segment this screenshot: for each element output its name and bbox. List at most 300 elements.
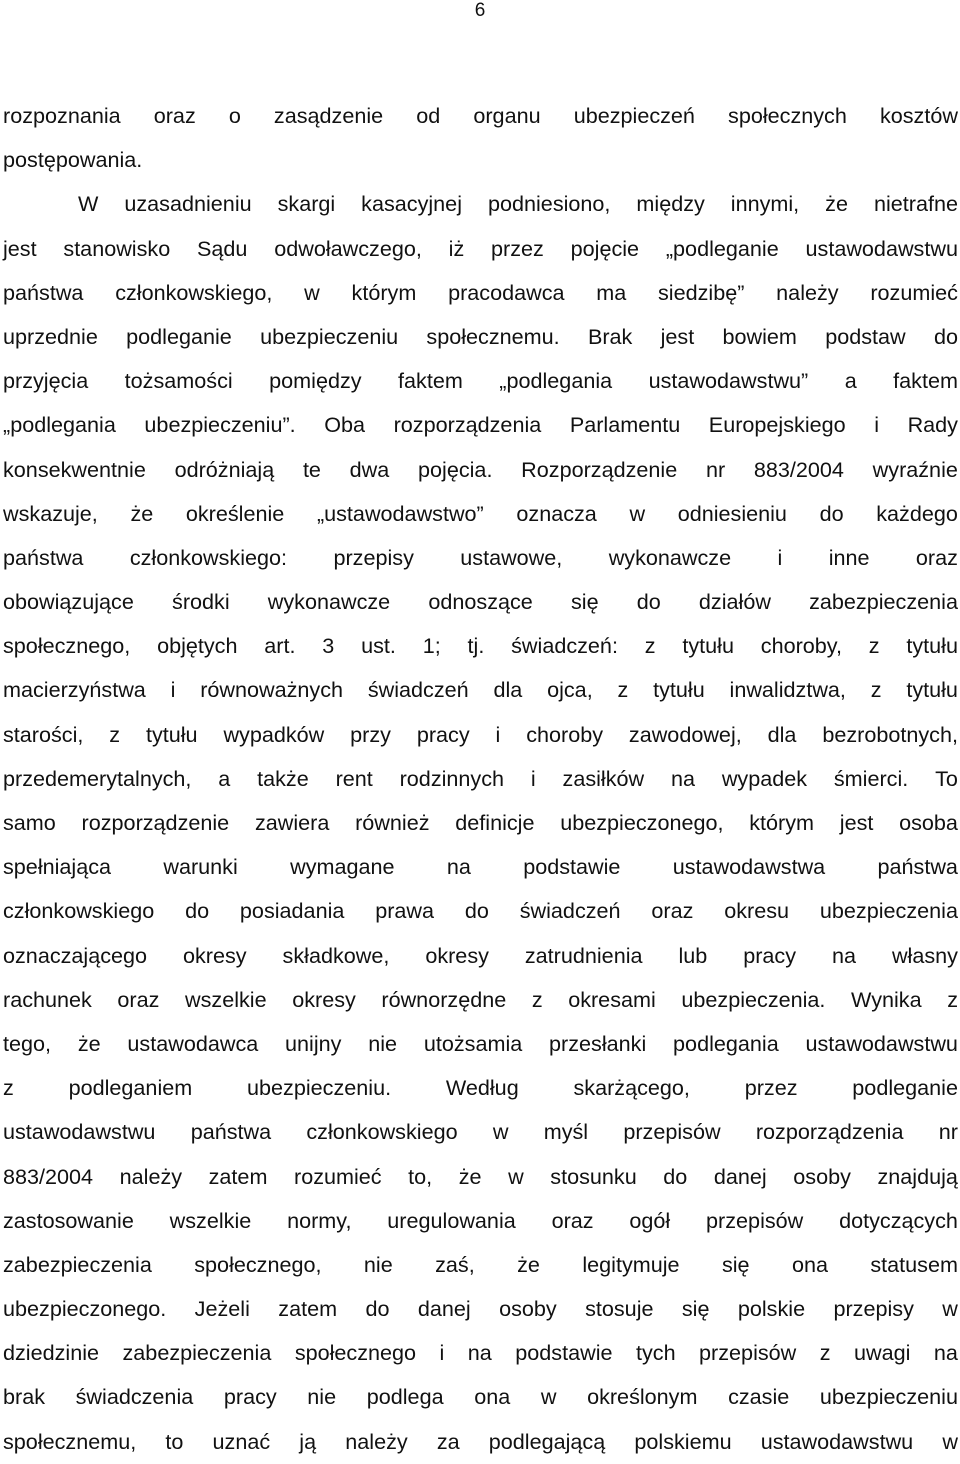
text-word: uznać <box>212 1428 271 1454</box>
text-word: społecznego <box>294 1340 417 1366</box>
text-word: każdego <box>876 500 958 526</box>
document-body <box>3 94 958 1464</box>
text-word: uwagi <box>853 1340 911 1366</box>
text-word: w <box>942 1296 958 1322</box>
text-word: członkowskiego, <box>115 279 273 305</box>
text-word: w <box>540 1384 557 1410</box>
text-word: 883/2004 <box>753 456 844 482</box>
text-word: polskiemu <box>634 1428 732 1454</box>
text-word: nr <box>938 1119 958 1145</box>
text-word: ubezpieczeniu. <box>247 1075 392 1101</box>
text-word: i <box>439 1340 445 1366</box>
text-word: członkowskiego: <box>129 544 288 570</box>
text-word: świadczeń: <box>511 633 618 659</box>
text-word: ustawodawstwu” <box>648 368 809 394</box>
text-word: posiadania <box>239 898 345 924</box>
text-word: świadczeń <box>519 898 621 924</box>
text-word: tytułu <box>145 721 198 747</box>
text-word: że <box>130 500 154 526</box>
text-word: i <box>874 412 880 438</box>
text-word: świadczenia <box>75 1384 194 1410</box>
text-word: uregulowania <box>387 1207 516 1233</box>
text-line <box>3 845 958 889</box>
text-word: środki <box>172 589 230 615</box>
text-word: W <box>78 191 99 217</box>
text-word: za <box>436 1428 460 1454</box>
text-word: jest <box>839 810 874 835</box>
text-word: Rady <box>907 412 958 438</box>
text-word: społecznemu. <box>426 323 560 349</box>
text-word: tj. <box>467 633 485 659</box>
text-word: siedzibę” <box>658 279 745 305</box>
text-line <box>3 934 958 978</box>
text-word: zasądzenie <box>273 103 384 128</box>
text-word: podniesiono, <box>487 191 611 217</box>
text-word: odwoławczego, <box>274 235 422 261</box>
text-word: okresy <box>183 942 247 968</box>
text-word: odniesieniu <box>677 500 787 526</box>
text-word: okresy <box>292 986 356 1012</box>
text-word: podleganie <box>126 323 232 349</box>
text-word: równorzędne <box>381 986 507 1012</box>
text-word: okresu <box>724 898 790 924</box>
text-line <box>3 492 958 536</box>
text-word: inne <box>828 544 870 570</box>
text-word: pojęcia. <box>418 456 493 482</box>
text-word: wymagane <box>290 854 395 880</box>
text-word: uprzednie <box>3 323 98 349</box>
text-word: osoby <box>793 1163 851 1189</box>
text-word: pracy <box>223 1384 277 1410</box>
text-word: państwa <box>877 854 958 880</box>
text-word: to <box>165 1428 184 1454</box>
text-line <box>3 757 958 801</box>
text-word: pracodawca <box>448 279 565 305</box>
text-word: zatem <box>278 1296 338 1322</box>
text-word: ustawodawstwu <box>805 235 958 261</box>
text-line <box>3 403 958 447</box>
text-word: się <box>721 1251 750 1277</box>
text-word: do <box>636 589 661 615</box>
text-word: z <box>870 677 882 703</box>
text-word: dwa <box>349 456 390 482</box>
text-word: macierzyństwa <box>3 677 146 703</box>
text-word: określenie <box>185 500 285 526</box>
text-word: choroby, <box>760 633 842 659</box>
text-word: art. <box>264 633 296 659</box>
text-word: czasie <box>728 1384 790 1410</box>
text-word: przepisy <box>833 1296 914 1322</box>
text-word: ma <box>596 279 627 305</box>
text-word: oraz <box>551 1207 594 1233</box>
text-word: spełniająca <box>3 854 112 880</box>
text-word: i <box>170 677 176 703</box>
text-word: obowiązujące <box>3 589 134 615</box>
text-word: 883/2004 <box>3 1163 94 1189</box>
text-word: do <box>663 1163 688 1189</box>
text-word: uzasadnieniu <box>124 191 252 217</box>
text-word: z <box>531 986 543 1012</box>
text-word: odnoszące <box>428 589 533 615</box>
text-word: Parlamentu <box>569 412 681 438</box>
text-line <box>3 1066 958 1110</box>
text-word: społecznych <box>728 103 847 128</box>
text-line <box>3 580 958 624</box>
text-word: dotyczących <box>839 1207 958 1233</box>
text-word: państwa <box>3 279 84 305</box>
text-word: bezrobotnych, <box>822 721 958 747</box>
text-word: faktem <box>398 368 463 394</box>
text-word: ustawodawstwu <box>760 1428 914 1454</box>
text-word: społecznego, <box>194 1251 322 1277</box>
text-word: okresami <box>568 986 656 1012</box>
text-word: faktem <box>893 368 958 394</box>
text-word: normy, <box>287 1207 352 1233</box>
text-word: którym <box>351 279 417 305</box>
text-word: rozporządzenie <box>81 810 230 835</box>
text-line <box>3 801 958 845</box>
text-word: przepisów <box>699 1340 797 1366</box>
text-word: z <box>617 677 629 703</box>
text-word: w <box>629 500 646 526</box>
text-word: należy <box>119 1163 183 1189</box>
text-word: zastosowanie <box>3 1207 134 1233</box>
text-word: zabezpieczenia <box>122 1340 272 1366</box>
text-word: statusem <box>870 1251 958 1277</box>
text-word: dla <box>493 677 523 703</box>
text-word: i <box>777 544 783 570</box>
text-word: między <box>636 191 705 217</box>
text-word: Wynika <box>851 986 922 1012</box>
text-word: podlegania <box>673 1030 779 1056</box>
text-word: znajdują <box>877 1163 958 1189</box>
text-word: którym <box>749 810 815 835</box>
text-word: i <box>530 765 536 791</box>
text-word: się <box>570 589 599 615</box>
text-line <box>3 536 958 580</box>
text-word: tego, <box>3 1030 52 1056</box>
text-word: kasacyjnej <box>361 191 462 217</box>
text-word: na <box>670 765 695 791</box>
text-word: z <box>868 633 880 659</box>
text-word: podstaw <box>825 323 906 349</box>
text-word: że <box>458 1163 482 1189</box>
text-word: danej <box>713 1163 767 1189</box>
text-word: na <box>933 1340 958 1366</box>
text-word: „podlegania <box>3 412 116 438</box>
text-word: tożsamości <box>124 368 233 394</box>
page-number: 6 <box>474 0 486 21</box>
text-word: państwa <box>190 1119 272 1145</box>
text-word: podstawie <box>515 1340 613 1366</box>
text-word: przepisy <box>333 544 414 570</box>
text-word: oznaczającego <box>3 942 148 968</box>
text-word: stosuje <box>585 1296 654 1322</box>
text-word: stosunku <box>550 1163 637 1189</box>
text-word: w <box>942 1428 958 1454</box>
text-word: jest <box>660 323 695 349</box>
text-word: z <box>819 1340 831 1366</box>
text-word: „ustawodawstwo” <box>316 500 484 526</box>
text-word: ustawodawca <box>127 1030 259 1056</box>
text-word: rozporządzenia <box>755 1119 904 1145</box>
text-word: przepisów <box>623 1119 721 1145</box>
text-word: ust. <box>361 633 396 659</box>
text-word: 3 <box>322 633 335 659</box>
text-word: działów <box>698 589 771 615</box>
text-word: kosztów <box>879 103 958 128</box>
text-word: oraz <box>651 898 694 924</box>
text-word: rachunek <box>3 986 92 1012</box>
text-word: również <box>355 810 430 835</box>
text-word: się <box>681 1296 710 1322</box>
text-line <box>3 1331 958 1375</box>
text-word: ona <box>474 1384 511 1410</box>
text-word: brak <box>3 1384 46 1410</box>
text-word: ubezpieczeniu”. <box>144 412 296 438</box>
text-word: osoba <box>899 810 958 835</box>
text-word: z <box>644 633 656 659</box>
text-line <box>3 315 958 359</box>
text-line <box>3 1155 958 1199</box>
text-word: i <box>495 721 501 747</box>
text-word: utożsamia <box>423 1030 523 1056</box>
text-word: „podlegania <box>499 368 613 394</box>
text-word: z <box>947 986 958 1012</box>
text-word: wykonawcze <box>267 589 391 615</box>
text-word: w <box>508 1163 524 1189</box>
text-line <box>3 182 958 226</box>
text-word: wyraźnie <box>872 456 958 482</box>
text-word: przy <box>350 721 391 747</box>
text-word: podleganie <box>852 1075 958 1101</box>
text-word: określonym <box>587 1384 698 1410</box>
text-word: to, <box>408 1163 433 1189</box>
text-word: do <box>819 500 844 526</box>
text-word: przyjęcia <box>3 368 89 394</box>
text-word: ogół <box>629 1207 671 1233</box>
text-word: wskazuje, <box>3 500 98 526</box>
text-word: z <box>3 1075 14 1101</box>
text-word: Sądu <box>197 235 248 261</box>
text-word: wykonawcze <box>608 544 732 570</box>
text-word: samo <box>3 810 56 835</box>
text-word: podleganiem <box>68 1075 193 1101</box>
text-word: podlega <box>366 1384 444 1410</box>
text-word: nie <box>363 1251 393 1277</box>
text-word: iż <box>448 235 465 261</box>
text-word: że <box>77 1030 101 1056</box>
text-word: starości, <box>3 721 84 747</box>
text-word: ustawodawstwu <box>805 1030 958 1056</box>
text-word: dla <box>767 721 797 747</box>
text-word: ubezpieczonego. <box>3 1296 167 1322</box>
text-word: myśl <box>543 1119 589 1145</box>
text-word: choroby <box>526 721 604 747</box>
text-word: Według <box>445 1075 519 1101</box>
text-word: oznacza <box>516 500 597 526</box>
text-word: rozpoznania <box>3 103 121 128</box>
text-line <box>3 227 958 271</box>
text-word: przepisów <box>706 1207 804 1233</box>
text-word: 1; <box>422 633 441 659</box>
text-word: o <box>228 103 241 128</box>
text-word: zasiłków <box>562 765 645 791</box>
text-word: ubezpieczonego, <box>560 810 724 835</box>
text-word: tytułu <box>682 633 734 659</box>
text-word: członkowskiego <box>306 1119 458 1145</box>
text-word: składkowe, <box>282 942 390 968</box>
text-word: wszelkie <box>169 1207 252 1233</box>
text-word: śmierci. <box>833 765 909 791</box>
text-word: legitymuje <box>582 1251 680 1277</box>
text-word: organu <box>473 103 541 128</box>
text-line <box>3 978 958 1022</box>
text-word: zawiera <box>254 810 330 835</box>
text-word: przedemerytalnych, <box>3 765 192 791</box>
text-word: na <box>467 1340 492 1366</box>
text-word: ubezpieczeniu <box>819 1384 958 1410</box>
text-line <box>3 668 958 712</box>
text-word: warunki <box>163 854 238 880</box>
text-word: stanowisko <box>63 235 171 261</box>
text-word: wypadków <box>223 721 325 747</box>
text-word: nie <box>368 1030 398 1056</box>
text-line <box>3 1022 958 1066</box>
text-word: Rozporządzenie <box>521 456 678 482</box>
text-word: zawodowej, <box>628 721 742 747</box>
text-word: nr <box>705 456 726 482</box>
text-word: ją <box>299 1428 317 1454</box>
text-word: osoby <box>499 1296 557 1322</box>
text-line <box>3 448 958 492</box>
text-word: zabezpieczenia <box>3 1251 152 1277</box>
text-line <box>3 1287 958 1331</box>
text-word: równoważnych <box>200 677 344 703</box>
text-word: rent <box>335 765 373 791</box>
text-line <box>3 1110 958 1154</box>
text-word: oraz <box>915 544 958 570</box>
text-word: państwa <box>3 544 84 570</box>
text-word: do <box>185 898 210 924</box>
text-line <box>3 359 958 403</box>
text-word: ona <box>791 1251 828 1277</box>
text-word: oraz <box>117 986 160 1012</box>
text-word: tytułu <box>653 677 705 703</box>
text-word: skargi <box>277 191 336 217</box>
text-word: unijny <box>285 1030 342 1056</box>
text-word: nietrafne <box>873 191 958 217</box>
text-word: społecznego, <box>3 633 131 659</box>
text-word: do <box>365 1296 390 1322</box>
text-word: Oba <box>324 412 366 438</box>
text-word: na <box>831 942 856 968</box>
text-word: lub <box>678 942 708 968</box>
text-word: te <box>302 456 321 482</box>
text-word: zatem <box>208 1163 268 1189</box>
text-line <box>3 1199 958 1243</box>
text-word: od <box>416 103 441 128</box>
text-word: danej <box>417 1296 471 1322</box>
text-line <box>3 889 958 933</box>
text-word: pracy <box>743 942 797 968</box>
text-word: polskie <box>737 1296 806 1322</box>
text-word: społecznemu, <box>3 1428 137 1454</box>
text-word: na <box>446 854 471 880</box>
text-word: wszelkie <box>185 986 267 1012</box>
text-word: do <box>464 898 489 924</box>
text-word: z <box>109 721 121 747</box>
text-word: tytułu <box>906 677 958 703</box>
text-word: zatrudnienia <box>524 942 643 968</box>
text-word: ojca, <box>547 677 593 703</box>
text-word: pojęcie <box>570 235 640 261</box>
text-word: inwalidztwa, <box>729 677 846 703</box>
text-word: członkowskiego <box>3 898 155 924</box>
text-word: Jeżeli <box>194 1296 250 1322</box>
text-word: że <box>825 191 848 217</box>
text-line <box>3 1420 958 1464</box>
text-word: w <box>304 279 320 305</box>
text-word: prawa <box>375 898 435 924</box>
text-word: rozumieć <box>870 279 958 305</box>
text-word: do <box>933 323 958 349</box>
text-word: oraz <box>153 103 196 128</box>
text-word: ustawodawstwa <box>672 854 826 880</box>
text-word: rozporządzenia <box>393 412 542 438</box>
text-word: tych <box>635 1340 676 1366</box>
text-word: objętych <box>157 633 238 659</box>
text-word: także <box>257 765 309 791</box>
text-word: „podleganie <box>665 235 779 261</box>
text-word: dziedzinie <box>3 1340 100 1366</box>
text-word: przez <box>491 235 544 261</box>
text-line <box>3 713 958 757</box>
text-word: skarżącego, <box>573 1075 690 1101</box>
text-word: tytułu <box>906 633 958 659</box>
text-word: pomiędzy <box>269 368 362 394</box>
text-word: odróżniają <box>174 456 275 482</box>
text-word: konsekwentnie <box>3 456 146 482</box>
text-word: ubezpieczeniu <box>260 323 399 349</box>
text-word: zaś, <box>435 1251 475 1277</box>
text-word: podstawie <box>523 854 621 880</box>
text-word: bowiem <box>722 323 797 349</box>
text-word: a <box>218 765 231 791</box>
text-word: przesłanki <box>549 1030 647 1056</box>
text-word: świadczeń <box>367 677 469 703</box>
text-word: że <box>517 1251 540 1277</box>
text-word: zabezpieczenia <box>809 589 958 615</box>
text-word: jest <box>3 235 37 261</box>
text-line <box>3 271 958 315</box>
text-word: wypadek <box>721 765 808 791</box>
text-word: w <box>492 1119 509 1145</box>
text-line <box>3 94 958 138</box>
text-word: ubezpieczenia <box>819 898 958 924</box>
text-word: pracy <box>416 721 470 747</box>
text-word: ubezpieczenia. <box>681 986 826 1012</box>
text-word: ustawowe, <box>460 544 563 570</box>
text-word: przez <box>744 1075 798 1101</box>
text-word: nie <box>307 1384 337 1410</box>
text-word: To <box>935 765 958 791</box>
text-line <box>3 1243 958 1287</box>
text-word: rozumieć <box>294 1163 382 1189</box>
text-word: podlegającą <box>488 1428 606 1454</box>
text-word: Brak <box>587 323 633 349</box>
text-line <box>3 624 958 668</box>
